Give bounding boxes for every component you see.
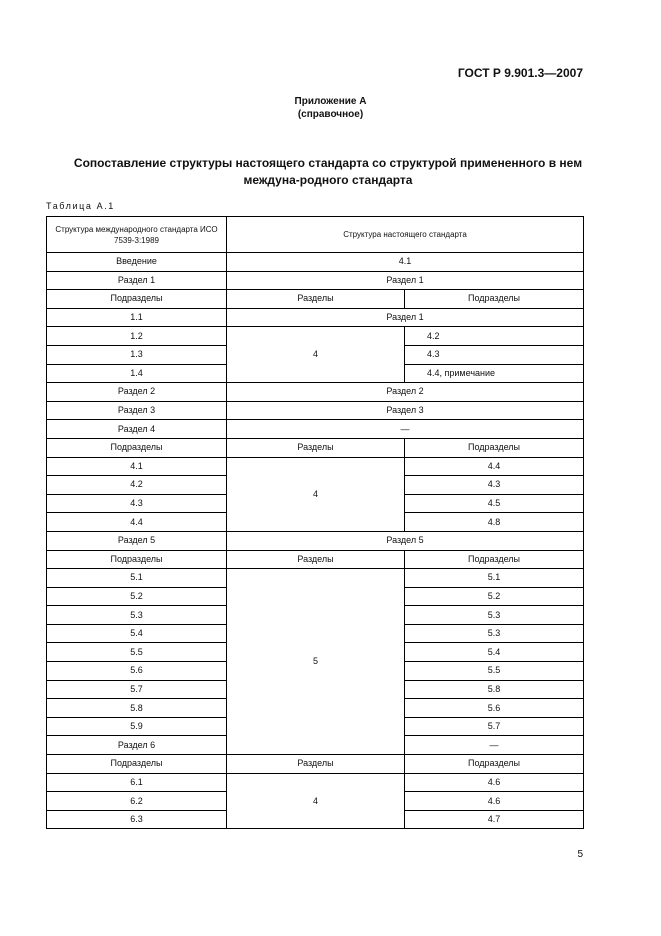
cell-iso-item: 1.1 [47,308,227,327]
cell-section-number: 4 [227,457,405,531]
document-code: ГОСТ Р 9.901.3—2007 [457,66,583,80]
cell-mapped-subsection: 4.4 [405,457,584,476]
table-row [47,253,584,272]
cell-section-3-value: Раздел 3 [227,401,584,420]
cell-subsections-label: Подразделы [405,550,584,569]
appendix-note: (справочное) [297,109,364,120]
cell-mapped-subsection: 4.3 [405,476,584,495]
cell-subsections-label: Подразделы [405,438,584,457]
cell-iso-item: 4.3 [47,494,227,513]
cell-iso-item: 4.4 [47,513,227,532]
table-subheader-row [47,290,584,309]
cell-section-2-value: Раздел 2 [227,383,584,402]
cell-mapped-subsection: 5.3 [405,624,584,643]
table-caption: Сопоставление структуры настоящего стандарта со структурой примененного в нем междуна-родного стандарта [73,156,583,187]
table-subheader-row [47,755,584,774]
cell-iso-item: 5.8 [47,699,227,718]
table-subheader-row [47,438,584,457]
table-subheader-row [47,550,584,569]
cell-section-5: Раздел 5 [47,531,227,550]
table-row [47,308,584,327]
cell-mapped-subsection: 4.8 [405,513,584,532]
table-row [47,531,584,550]
cell-subsections-label: Подразделы [405,755,584,774]
table-label: Таблица А.1 [46,201,115,211]
cell-iso-item: 1.3 [47,345,227,364]
cell-section-3: Раздел 3 [47,401,227,420]
cell-mapped-subsection: 4.6 [405,792,584,811]
cell-iso-item: 1.4 [47,364,227,383]
cell-mapped-subsection: 5.3 [405,606,584,625]
cell-iso-item: 1.2 [47,327,227,346]
cell-section-4: Раздел 4 [47,420,227,439]
cell-sections-label: Разделы [227,290,405,309]
cell-iso-item: 5.4 [47,624,227,643]
table-row [47,271,584,290]
cell-subsections-label: Подразделы [47,290,227,309]
cell-iso-item: 5.2 [47,587,227,606]
table-row [47,327,584,346]
cell-mapped-subsection: 4.5 [405,494,584,513]
cell-iso-item: 5.6 [47,662,227,681]
cell-section-number: 4 [227,773,405,829]
cell-iso-item: 5.3 [47,606,227,625]
table-row [47,420,584,439]
cell-mapped-subsection: 5.2 [405,587,584,606]
cell-section-1: Раздел 1 [47,271,227,290]
cell-iso-item: 6.3 [47,810,227,829]
cell-subsections-label: Подразделы [47,550,227,569]
cell-sections-label: Разделы [227,755,405,774]
cell-mapped-subsection: 4.4, примечание [405,364,584,383]
cell-sections-label: Разделы [227,550,405,569]
cell-intro-value: 4.1 [227,253,584,272]
cell-section-number: 5 [227,569,405,755]
cell-section-5-value: Раздел 5 [227,531,584,550]
cell-iso-item: 5.5 [47,643,227,662]
table-row [47,569,584,588]
cell-iso-item: 5.9 [47,717,227,736]
cell-mapped-subsection: 5.1 [405,569,584,588]
page-number: 5 [577,849,583,860]
table-row [47,401,584,420]
cell-section-number: 4 [227,327,405,383]
table-row [47,773,584,792]
cell-sections-label: Разделы [227,438,405,457]
appendix-title: Приложение А [294,96,367,107]
cell-mapped-subsection: 4.6 [405,773,584,792]
cell-mapped-subsection: 4.7 [405,810,584,829]
cell-iso-item: 4.2 [47,476,227,495]
cell-mapped-subsection: 5.4 [405,643,584,662]
cell-iso-item: 5.7 [47,680,227,699]
cell-mapped-subsection: 4.3 [405,345,584,364]
cell-iso-item: 6.2 [47,792,227,811]
comparison-table [46,216,584,829]
cell-subsections-label: Подразделы [47,755,227,774]
table-row [47,383,584,402]
cell-mapped-subsection: 5.6 [405,699,584,718]
cell-subsections-label: Подразделы [405,290,584,309]
cell-mapped-subsection: 5.7 [405,717,584,736]
cell-intro: Введение [47,253,227,272]
table-row [47,457,584,476]
cell-iso-item: 4.1 [47,457,227,476]
cell-iso-item: 5.1 [47,569,227,588]
table-header-row [47,217,584,253]
cell-section-2: Раздел 2 [47,383,227,402]
cell-mapped-subsection: — [405,736,584,755]
cell-section-6: Раздел 6 [47,736,227,755]
header-international-standard: Структура международного стандарта ИСО 7539-3:1989 [47,217,227,253]
cell-mapped-subsection: 4.2 [405,327,584,346]
cell-mapped-subsection: 5.5 [405,662,584,681]
cell-iso-item: 6.1 [47,773,227,792]
header-this-standard: Структура настоящего стандарта [227,217,584,253]
cell-mapped-subsection: 5.8 [405,680,584,699]
cell-section-4-value: — [227,420,584,439]
cell-subsections-label: Подразделы [47,438,227,457]
cell-mapped-value: Раздел 1 [227,308,584,327]
cell-section-1-value: Раздел 1 [227,271,584,290]
